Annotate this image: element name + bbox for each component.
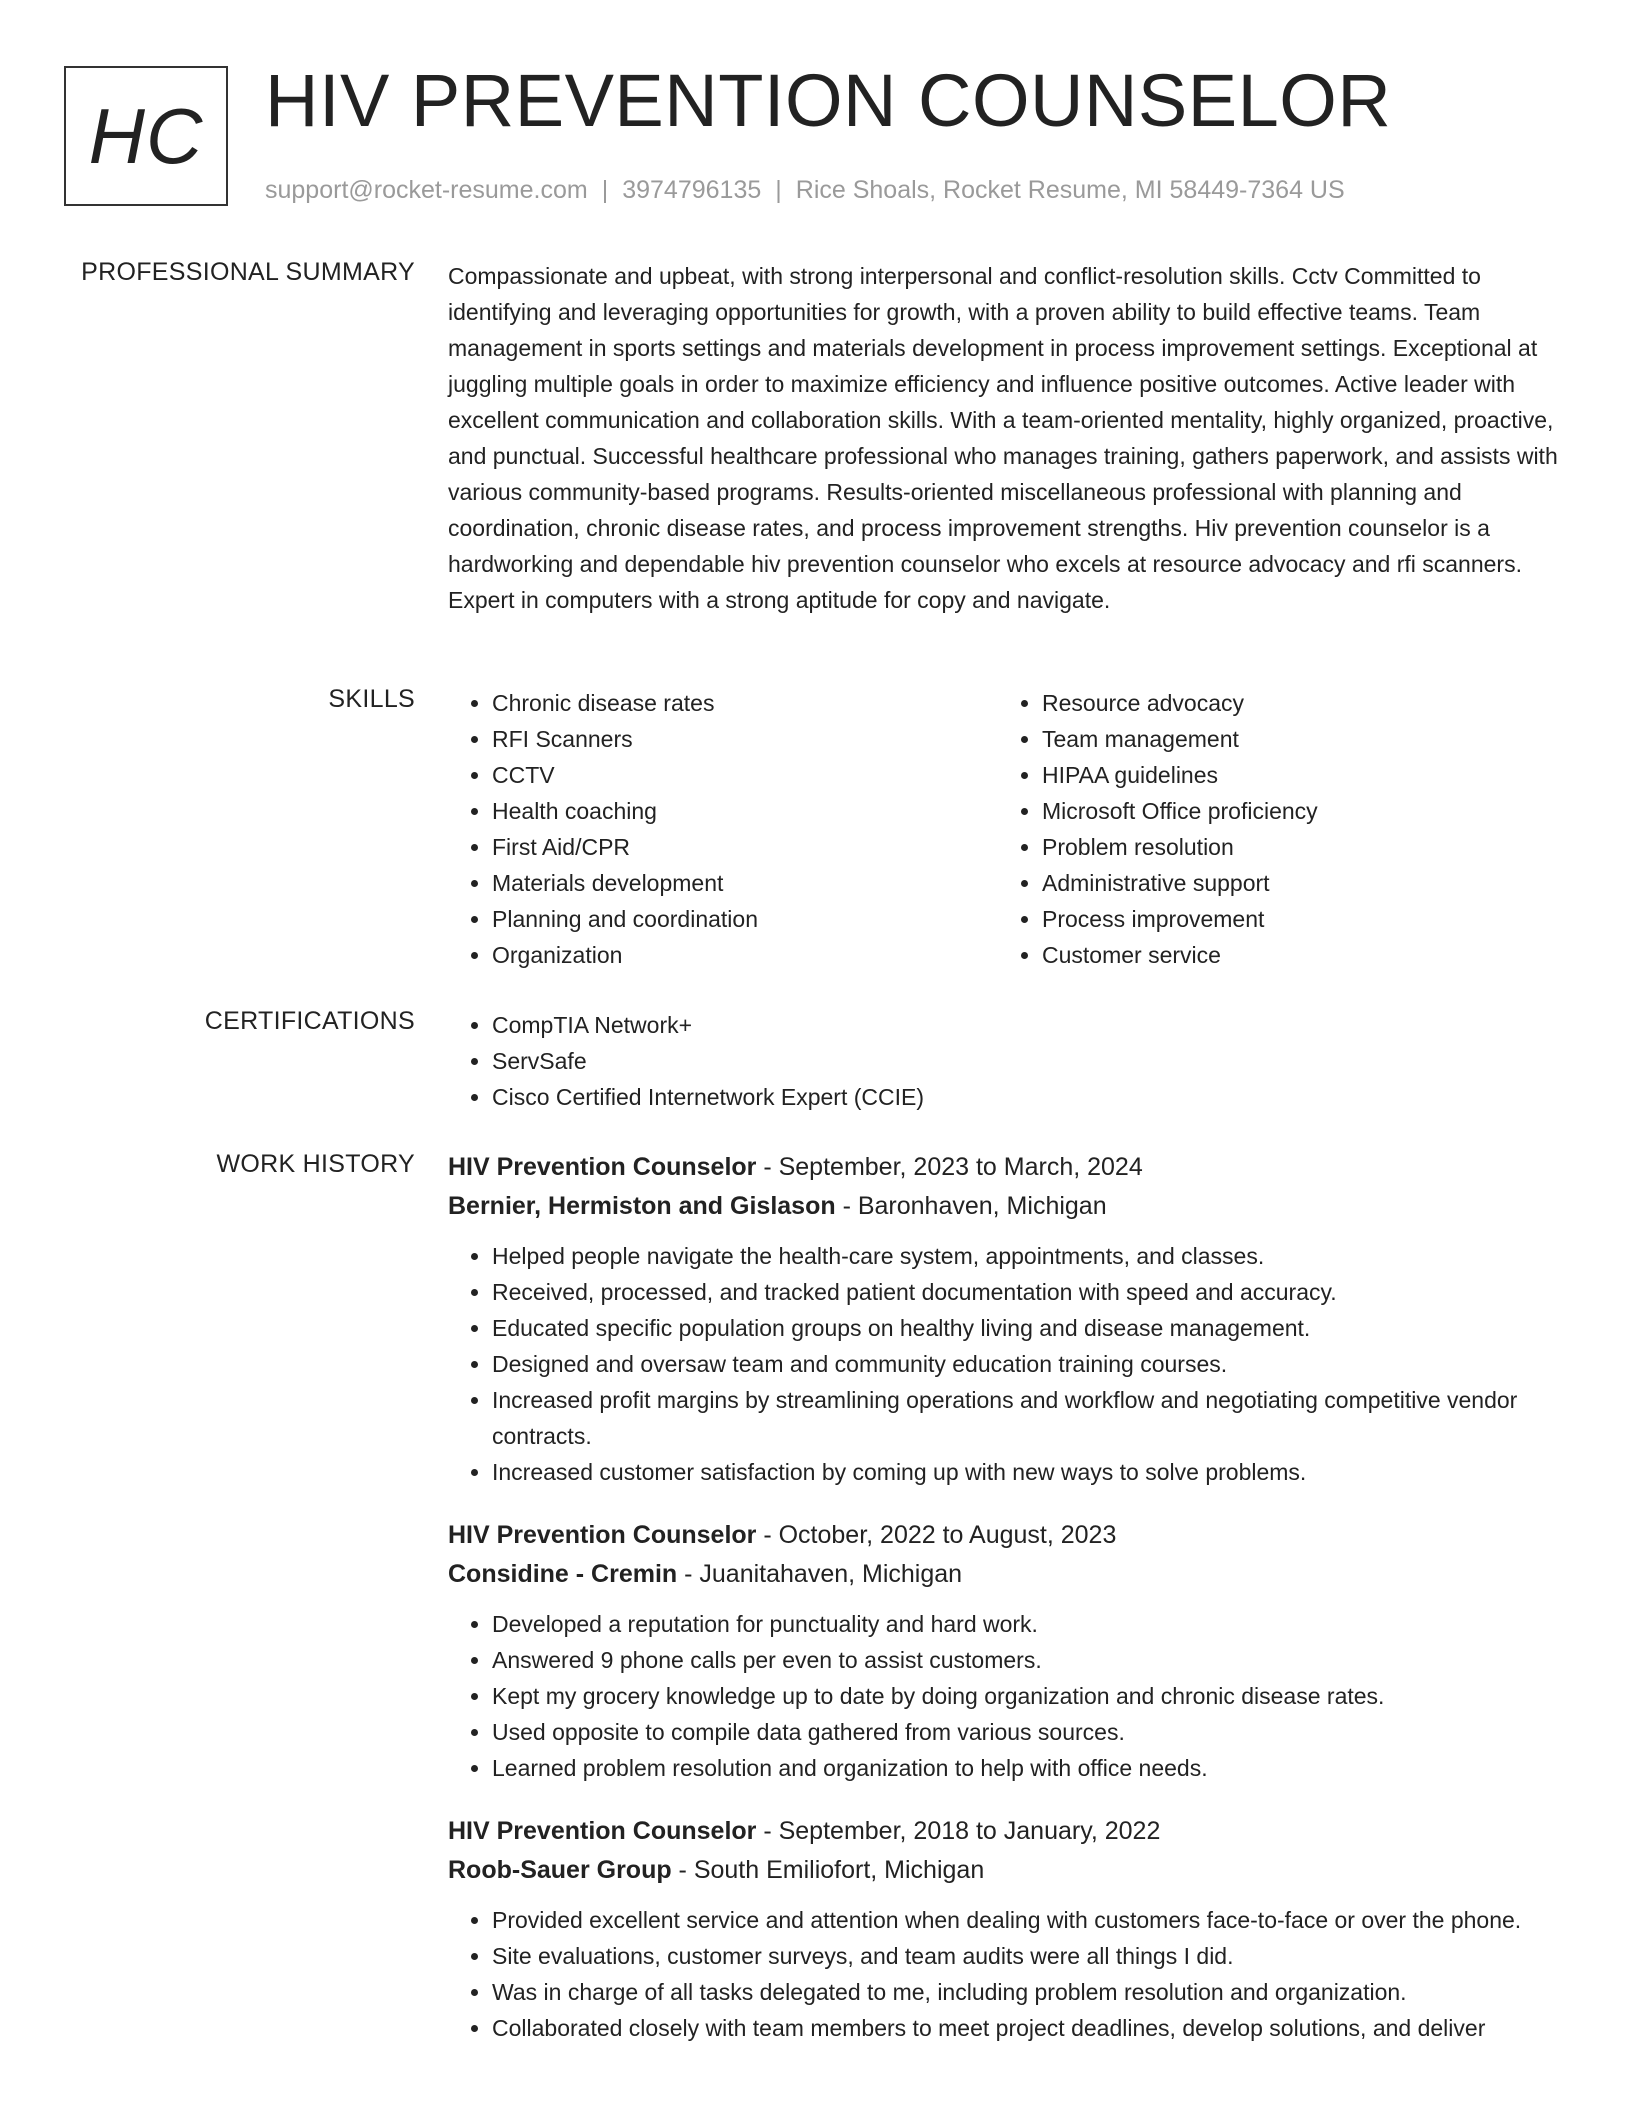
contact-separator: | — [775, 176, 782, 204]
summary-text: Compassionate and upbeat, with strong interpersonal and conflict-resolution skills. Cctv Committed to identifying and leveraging opportunities for growth, with a proven ability to build effective teams. Team management in sports settings and materials development in process improvement settings. Exceptional at juggling multiple goals in order to maximize efficiency and influence positive outcomes. Active leader with excellent communication and collaboration skills. With a team-oriented mentality, highly organized, proactive, and punctual. Successful healthcare professional who manages training, gathers paperwork, and assists with various community-based programs. Results-oriented miscellaneous professional with planning and coordination, chronic disease rates, and process improvement strengths. Hiv prevention counselor is a hardworking and dependable hiv prevention counselor who excels at resource advocacy and rfi scanners. Expert in computers with a strong aptitude for copy and navigate. — [448, 263, 1558, 613]
monogram: HC — [64, 66, 228, 206]
skill-item: • First Aid/CPR — [492, 829, 998, 865]
skill-item: • Team management — [1042, 721, 1548, 757]
skill-item: • Chronic disease rates — [492, 685, 998, 721]
contact-address: Rice Shoals, Rocket Resume, MI 58449-7364 US — [795, 176, 1345, 204]
summary-label: PROFESSIONAL SUMMARY — [81, 258, 415, 286]
job-bullets — [448, 1606, 1560, 1786]
job-title-line — [448, 1812, 1560, 1851]
certification-item: • Cisco Certified Internetwork Expert (CCIE) — [492, 1079, 1560, 1115]
job-bullets — [448, 1902, 1560, 2046]
skills-list-right — [998, 685, 1548, 973]
job-location: - Juanitahaven, Michigan — [677, 1560, 963, 1588]
resume-name-title: HIV PREVENTION COUNSELOR — [265, 59, 1392, 142]
job-bullet: • Learned problem resolution and organization to help with office needs. — [492, 1750, 1560, 1786]
job-dates: - September, 2023 to March, 2024 — [756, 1153, 1143, 1181]
job-company-line — [448, 1187, 1560, 1226]
skill-item: • HIPAA guidelines — [1042, 757, 1548, 793]
job-title-line — [448, 1148, 1560, 1187]
job-title: HIV Prevention Counselor — [448, 1153, 757, 1181]
work-history-body — [448, 1148, 1560, 2072]
job-bullet: • Educated specific population groups on healthy living and disease management. — [492, 1310, 1560, 1346]
certifications-list — [448, 1007, 1560, 1115]
skill-item: • Organization — [492, 937, 998, 973]
job-bullets — [448, 1238, 1560, 1490]
job-title: HIV Prevention Counselor — [448, 1817, 757, 1845]
job-bullet: • Was in charge of all tasks delegated to me, including problem resolution and organization. — [492, 1974, 1560, 2010]
certification-item: • ServSafe — [492, 1043, 1560, 1079]
summary-body — [448, 258, 1560, 618]
job-title: HIV Prevention Counselor — [448, 1521, 757, 1549]
job-company: Roob-Sauer Group — [448, 1856, 672, 1884]
job-company: Considine - Cremin — [448, 1560, 678, 1588]
skill-item: • RFI Scanners — [492, 721, 998, 757]
skill-item: • Planning and coordination — [492, 901, 998, 937]
job-bullet: • Helped people navigate the health-care system, appointments, and classes. — [492, 1238, 1560, 1274]
job-entry — [448, 1812, 1560, 2046]
skills-label: SKILLS — [328, 685, 415, 713]
skill-item: • Microsoft Office proficiency — [1042, 793, 1548, 829]
job-dates: - October, 2022 to August, 2023 — [756, 1521, 1117, 1549]
skill-item: • Administrative support — [1042, 865, 1548, 901]
job-bullet: • Used opposite to compile data gathered from various sources. — [492, 1714, 1560, 1750]
job-bullet: • Collaborated closely with team members to meet project deadlines, develop solutions, and deliver — [492, 2010, 1560, 2046]
job-company: Bernier, Hermiston and Gislason — [448, 1192, 836, 1220]
job-bullet: • Developed a reputation for punctuality and hard work. — [492, 1606, 1560, 1642]
job-company-line — [448, 1555, 1560, 1594]
work-history-label: WORK HISTORY — [216, 1150, 415, 1178]
contact-line — [265, 176, 1345, 205]
job-location: - South Emiliofort, Michigan — [671, 1856, 985, 1884]
job-bullet: • Received, processed, and tracked patient documentation with speed and accuracy. — [492, 1274, 1560, 1310]
job-bullet: • Site evaluations, customer surveys, and team audits were all things I did. — [492, 1938, 1560, 1974]
certifications-body — [448, 1007, 1560, 1115]
job-dates: - September, 2018 to January, 2022 — [756, 1817, 1161, 1845]
skill-item: • Problem resolution — [1042, 829, 1548, 865]
job-company-line — [448, 1851, 1560, 1890]
contact-separator: | — [601, 176, 609, 204]
job-bullet: • Designed and oversaw team and community education training courses. — [492, 1346, 1560, 1382]
skills-list-left — [448, 685, 998, 973]
skill-item: • Resource advocacy — [1042, 685, 1548, 721]
contact-phone[interactable]: 3974796135 — [622, 176, 762, 204]
job-bullet: • Increased customer satisfaction by coming up with new ways to solve problems. — [492, 1454, 1560, 1490]
job-entry — [448, 1148, 1560, 1490]
job-bullet: • Provided excellent service and attention when dealing with customers face-to-face or over the phone. — [492, 1902, 1560, 1938]
skill-item: • Health coaching — [492, 793, 998, 829]
skill-item: • Materials development — [492, 865, 998, 901]
contact-email[interactable]: support@rocket-resume.com — [265, 176, 588, 204]
skill-item: • Process improvement — [1042, 901, 1548, 937]
job-title-line — [448, 1516, 1560, 1555]
job-bullet: • Kept my grocery knowledge up to date by doing organization and chronic disease rates. — [492, 1678, 1560, 1714]
skills-body — [448, 685, 1560, 973]
certifications-label: CERTIFICATIONS — [204, 1007, 415, 1035]
skill-item: • Customer service — [1042, 937, 1548, 973]
job-bullet: • Answered 9 phone calls per even to assist customers. — [492, 1642, 1560, 1678]
job-location: - Baronhaven, Michigan — [835, 1192, 1107, 1220]
job-entry — [448, 1516, 1560, 1786]
skill-item: • CCTV — [492, 757, 998, 793]
job-bullet: • Increased profit margins by streamlining operations and workflow and negotiating competitive vendor contracts. — [492, 1382, 1560, 1454]
certification-item: • CompTIA Network+ — [492, 1007, 1560, 1043]
